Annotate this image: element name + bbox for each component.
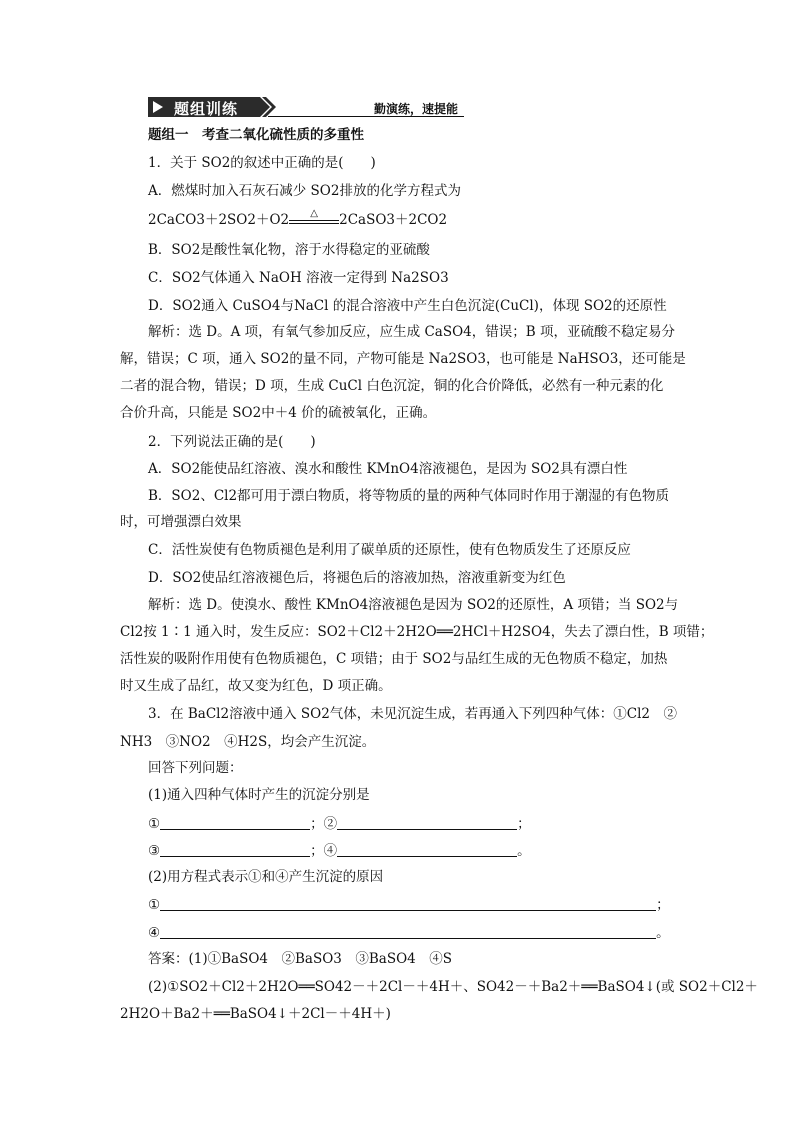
banner-title: 题组训练 xyxy=(174,100,239,118)
q1-analysis-line: 解析：选 D。A 项，有氧气参加反应，应生成 CaSO4，错误；B 项，亚硫酸不稳定易分 xyxy=(148,324,675,340)
blank-1[interactable] xyxy=(160,816,310,830)
eq-right: 2CaSO3＋2CO2 xyxy=(339,212,448,228)
blank-2[interactable] xyxy=(337,816,517,830)
heat-symbol: △ xyxy=(310,208,318,219)
q2-analysis-line: 时又生成了品红，故又变为红色，D 项正确。 xyxy=(120,678,392,694)
q2-stem: 2．下列说法正确的是( ) xyxy=(148,434,316,450)
q3-ask: 回答下列问题： xyxy=(148,760,243,776)
q3-stem-cont: NH3 ③NO2 ④H2S，均会产生沉淀。 xyxy=(120,734,376,750)
answer-row-4 xyxy=(148,924,670,942)
q3-stem: 3．在 BaCl2溶液中通入 SO2气体，未见沉淀生成，若再通入下列四种气体：①Cl2 ② xyxy=(148,706,678,722)
q1-option-d: D．SO2通入 CuSO4与NaCl 的混合溶液中产生白色沉淀(CuCl)，体现 SO2的还原性 xyxy=(148,298,667,314)
answer-line-2: (2)①SO2＋Cl2＋2H2O══SO42－＋2Cl－＋4H＋、SO42－＋Ba2＋══BaSO4↓(或 SO2＋Cl2＋ xyxy=(148,979,758,995)
marker-2: ② xyxy=(323,816,338,832)
q2-option-a: A．SO2能使品红溶液、溴水和酸性 KMnO4溶液褪色，是因为 SO2具有漂白性 xyxy=(148,461,628,477)
q1-stem: 1．关于 SO2的叙述中正确的是( ) xyxy=(148,155,376,171)
group-title: 题组一 考查二氧化硫性质的多重性 xyxy=(148,127,364,143)
blank-5[interactable] xyxy=(160,897,656,911)
section-banner xyxy=(148,97,464,117)
marker-1: ① xyxy=(148,816,161,832)
q1-equation xyxy=(148,208,448,229)
end-period: 。 xyxy=(517,843,531,859)
answer-row-2 xyxy=(148,842,531,860)
separator: ； xyxy=(517,816,531,832)
marker-4: ④ xyxy=(323,843,338,859)
separator: ； xyxy=(656,897,670,913)
marker-3: ③ xyxy=(148,843,161,859)
q2-option-b: B．SO2、Cl2都可用于漂白物质，将等物质的量的两种气体同时作用于潮湿的有色物质 xyxy=(148,488,670,504)
answer-row-1 xyxy=(148,815,531,833)
blank-4[interactable] xyxy=(337,843,517,857)
q3-sub2: (2)用方程式表示①和④产生沉淀的原因 xyxy=(148,869,384,885)
q2-analysis-line: 活性炭的吸附作用使有色物质褪色，C 项错；由于 SO2与品红生成的无色物质不稳定，加热 xyxy=(120,651,668,667)
eq-left: 2CaCO3＋2SO2＋O2 xyxy=(148,212,290,228)
q2-option-b-cont: 时，可增强漂白效果 xyxy=(120,514,242,530)
heat-arrow xyxy=(289,208,339,224)
answer-line-1: 答案：(1)①BaSO4 ②BaSO3 ③BaSO4 ④S xyxy=(148,951,452,967)
end-period: 。 xyxy=(656,925,670,941)
blank-3[interactable] xyxy=(160,843,310,857)
q3-sub1: (1)通入四种气体时产生的沉淀分别是 xyxy=(148,787,370,803)
answer-row-3 xyxy=(148,896,670,914)
blank-6[interactable] xyxy=(160,925,656,939)
q1-option-b: B．SO2是酸性氧化物，溶于水得稳定的亚硫酸 xyxy=(148,242,430,258)
q2-option-d: D．SO2使品红溶液褪色后，将褪色后的溶液加热，溶液重新变为红色 xyxy=(148,570,566,586)
marker-4: ④ xyxy=(148,925,161,941)
separator: ； xyxy=(310,843,324,859)
banner-subtitle: 勤演练，速提能 xyxy=(373,102,458,116)
q1-analysis-line: 解，错误；C 项，通入 SO2的量不同，产物可能是 Na2SO3，也可能是 NaHSO3，还可能是 xyxy=(120,351,686,367)
answer-line-3: 2H2O＋Ba2＋══BaSO4↓＋2Cl－＋4H＋) xyxy=(120,1006,391,1022)
q2-option-c: C．活性炭使有色物质褪色是利用了碳单质的还原性，使有色物质发生了还原反应 xyxy=(148,542,631,558)
marker-1: ① xyxy=(148,897,161,913)
q1-analysis-line: 二者的混合物，错误；D 项，生成 CuCl 白色沉淀，铜的化合价降低，必然有一种元素的化 xyxy=(120,378,664,394)
q2-analysis-line: 解析：选 D。使溴水、酸性 KMnO4溶液褪色是因为 SO2的还原性，A 项错；当 SO2与 xyxy=(148,597,679,613)
q1-option-a: A．燃煤时加入石灰石减少 SO2排放的化学方程式为 xyxy=(148,183,461,199)
q1-option-c: C．SO2气体通入 NaOH 溶液一定得到 Na2SO3 xyxy=(148,270,449,286)
q1-analysis-line: 合价升高，只能是 SO2中＋4 价的硫被氧化，正确。 xyxy=(120,405,437,421)
separator: ； xyxy=(310,816,324,832)
q2-analysis-line: Cl2按 1∶1 通入时，发生反应：SO2＋Cl2＋2H2O══2HCl＋H2SO4，失去了漂白性，B 项错； xyxy=(120,624,714,640)
